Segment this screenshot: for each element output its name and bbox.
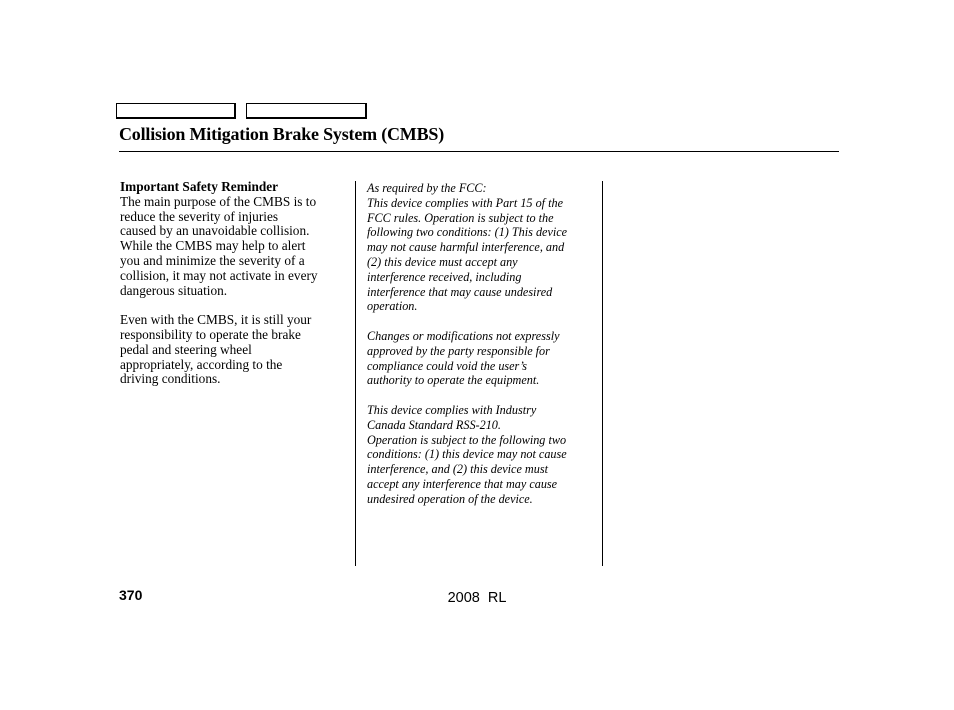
text-line: conditions: (1) this device may not cause <box>367 447 567 462</box>
text-line: (2) this device must accept any <box>367 254 518 269</box>
paragraph-modifications <box>367 329 599 388</box>
text-line: approved by the party responsible for <box>367 343 550 358</box>
title-rule <box>119 151 839 152</box>
text-line: This device complies with Part 15 of the <box>367 195 563 210</box>
text-line: Canada Standard RSS-210. <box>367 417 501 432</box>
text-line: interference received, including <box>367 269 522 284</box>
text-line: appropriately, according to the <box>120 356 283 372</box>
text-line: collision, it may not activate in every <box>120 267 318 283</box>
section-heading: Important Safety Reminder <box>120 179 279 194</box>
column-divider-right <box>602 181 603 566</box>
nav-button-main-menu[interactable] <box>116 103 236 119</box>
text-line: interference, and (2) this device must <box>367 462 548 477</box>
footer-model-label: 2008 RL <box>447 590 507 606</box>
nav-button-table-of-contents[interactable] <box>246 103 367 119</box>
text-line: While the CMBS may help to alert <box>120 238 306 254</box>
text-line: may not cause harmful interference, and <box>367 240 565 255</box>
text-line: As required by the FCC: <box>367 181 487 195</box>
page-number: 370 <box>119 587 143 603</box>
paragraph-gap <box>120 298 348 313</box>
paragraph-gap <box>367 314 599 329</box>
text-line: compliance could void the user’s <box>367 358 527 373</box>
text-line: you and minimize the severity of a <box>120 252 305 268</box>
paragraph-gap <box>367 388 599 403</box>
paragraph-fcc <box>367 181 599 314</box>
text-line: Even with the CMBS, it is still your <box>120 312 312 328</box>
text-line: following two conditions: (1) This device <box>367 225 568 240</box>
left-column <box>120 180 348 387</box>
text-line: interference that may cause undesired <box>367 284 553 299</box>
text-line: driving conditions. <box>120 371 221 387</box>
middle-column <box>367 181 599 507</box>
text-line: caused by an unavoidable collision. <box>120 223 310 239</box>
text-line: This device complies with Industry <box>367 402 537 417</box>
text-line: The main purpose of the CMBS is to <box>120 193 317 209</box>
text-line: reduce the severity of injuries <box>120 208 279 224</box>
text-line: Changes or modifications not expressly <box>367 328 560 343</box>
paragraph-purpose <box>120 195 348 299</box>
text-line: Operation is subject to the following two <box>367 432 567 447</box>
text-line: authority to operate the equipment. <box>367 373 540 388</box>
page-title: Collision Mitigation Brake System (CMBS) <box>119 124 444 144</box>
text-line: dangerous situation. <box>120 282 228 298</box>
paragraph-responsibility <box>120 313 348 387</box>
text-line: pedal and steering wheel <box>120 341 252 357</box>
text-line: operation. <box>367 299 418 314</box>
text-line: undesired operation of the device. <box>367 491 533 506</box>
column-divider-left <box>355 181 356 566</box>
text-line: responsibility to operate the brake <box>120 326 301 342</box>
text-line: accept any interference that may cause <box>367 476 558 491</box>
paragraph-industry-canada <box>367 403 599 507</box>
text-line: FCC rules. Operation is subject to the <box>367 210 554 225</box>
